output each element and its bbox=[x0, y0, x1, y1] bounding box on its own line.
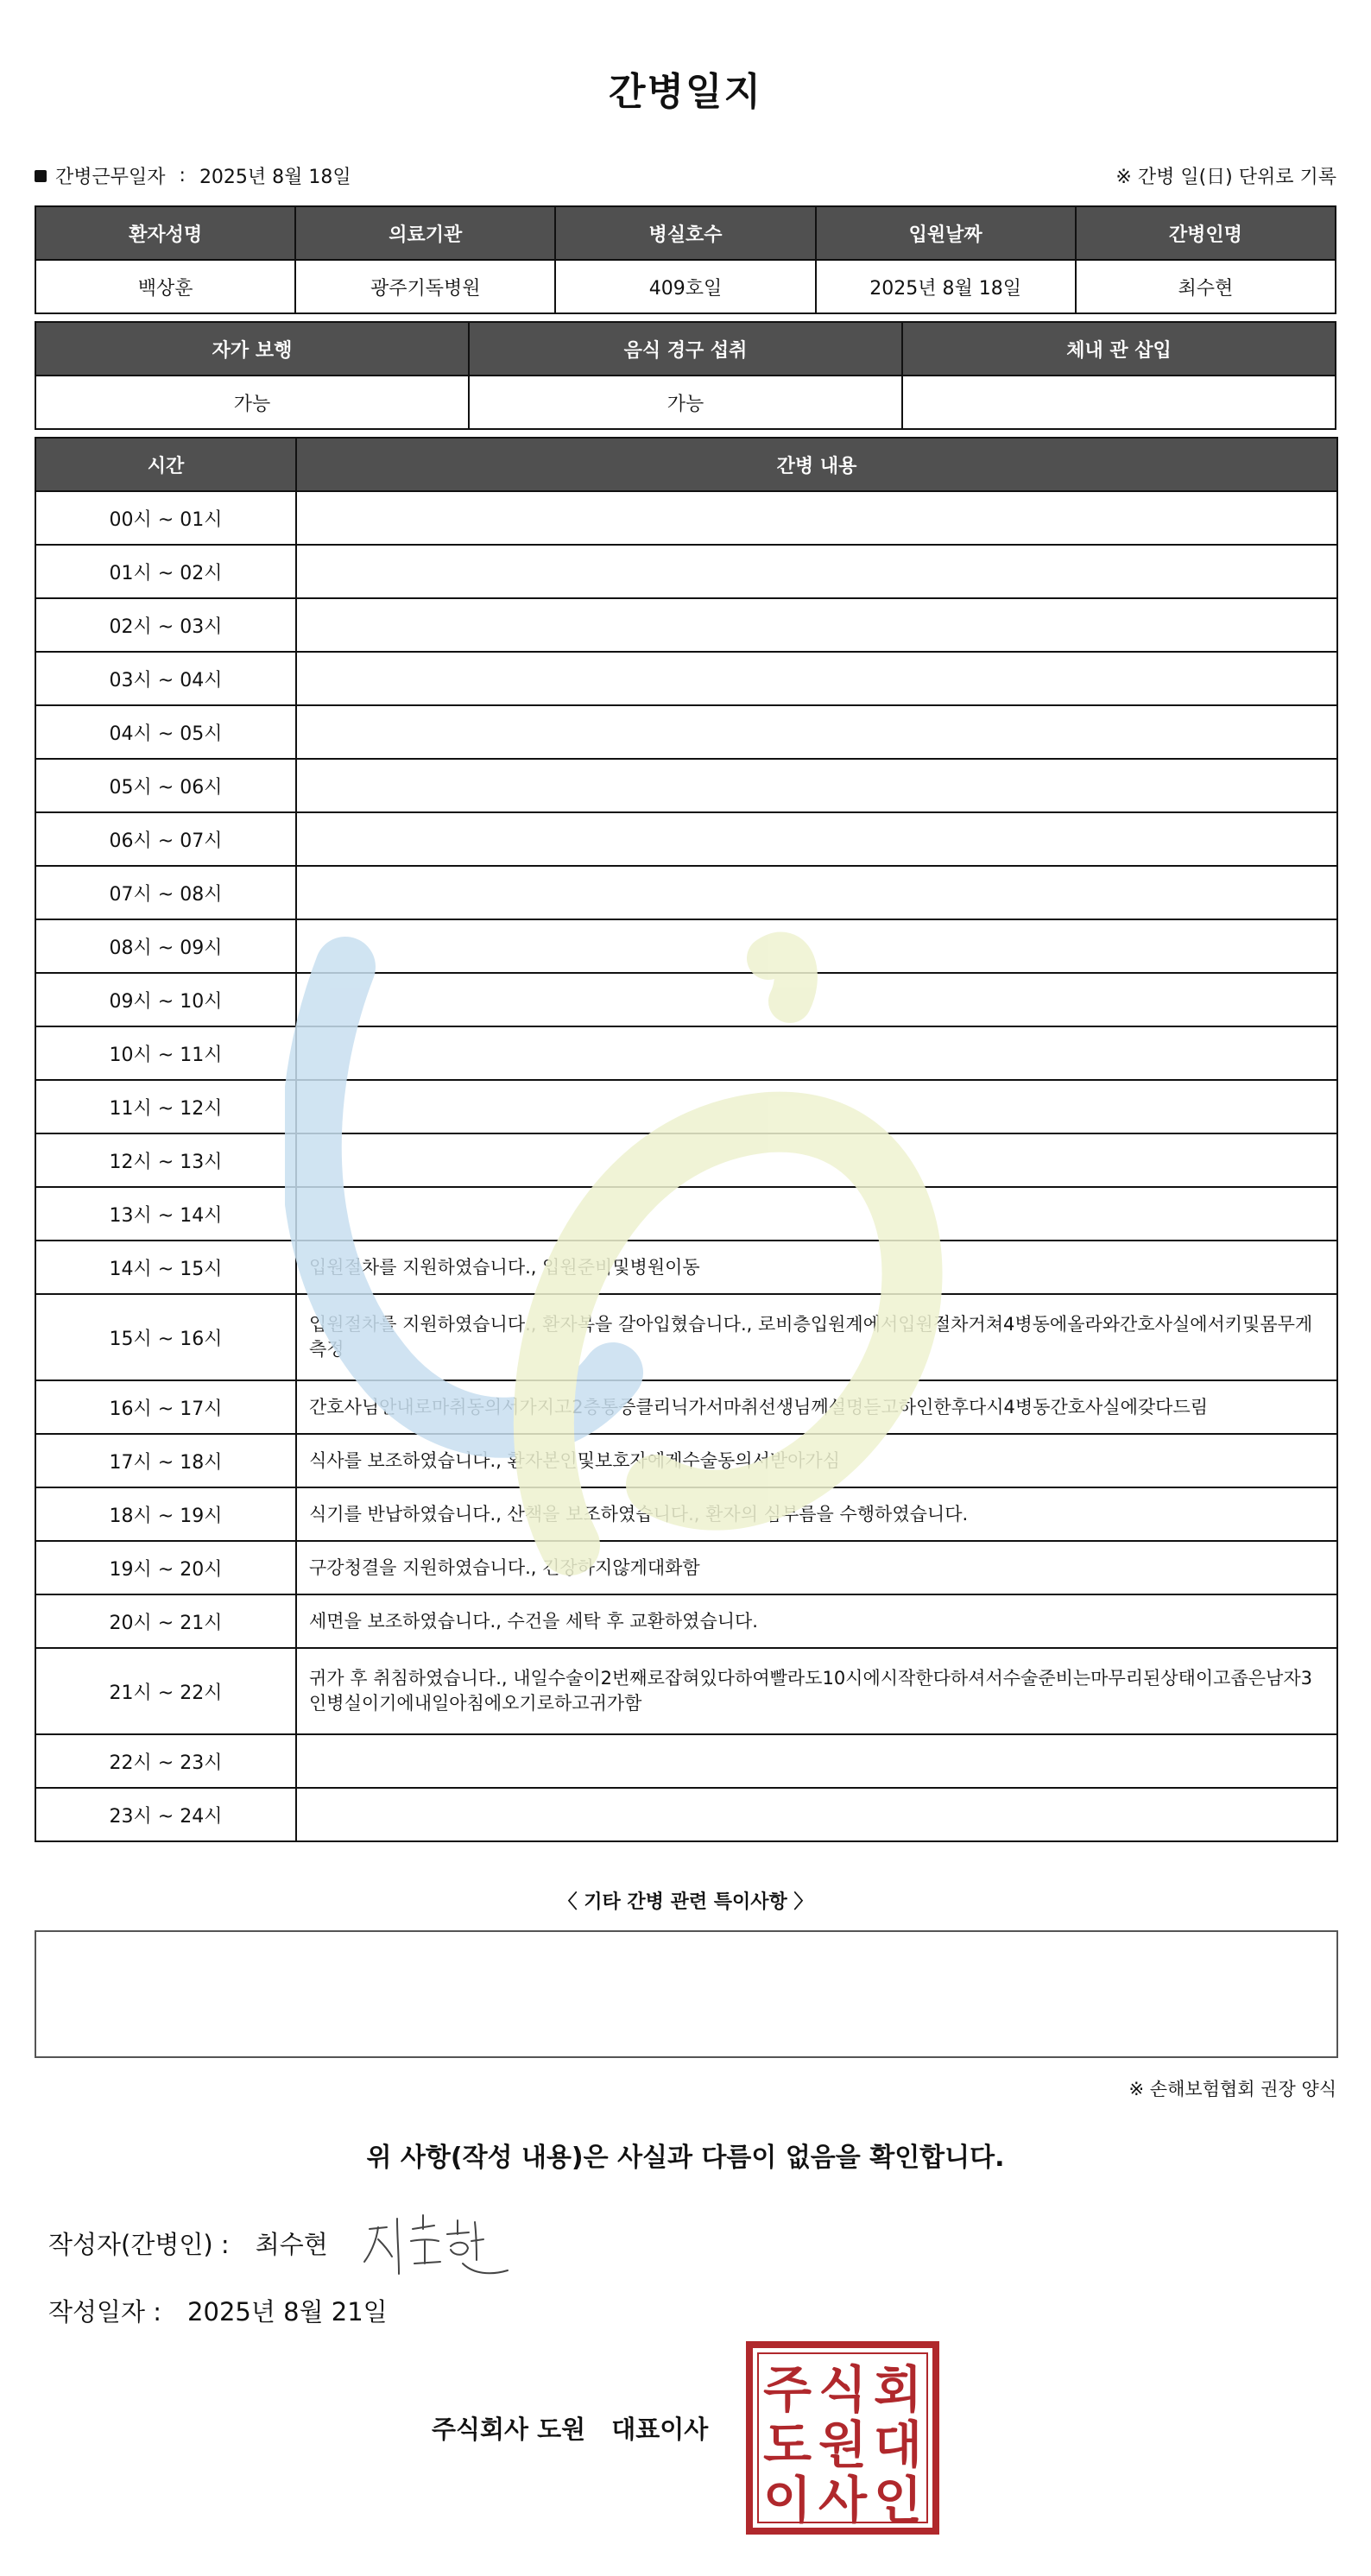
log-time-cell: 17시 ~ 18시 bbox=[35, 1434, 296, 1487]
log-row bbox=[35, 652, 1337, 705]
tube-value bbox=[902, 376, 1336, 429]
status-value-row bbox=[35, 376, 1336, 429]
log-content-cell bbox=[296, 1187, 1337, 1241]
writer-line bbox=[48, 2226, 328, 2261]
log-content-cell bbox=[296, 545, 1337, 598]
square-bullet-icon bbox=[35, 170, 47, 182]
log-time-cell: 18시 ~ 19시 bbox=[35, 1487, 296, 1541]
oral-intake-value: 가능 bbox=[469, 376, 902, 429]
header-admission-date: 입원날짜 bbox=[816, 206, 1076, 260]
log-content-cell bbox=[296, 1734, 1337, 1788]
svg-text:원: 원 bbox=[818, 2415, 868, 2474]
header-patient-name: 환자성명 bbox=[35, 206, 295, 260]
log-time-cell: 14시 ~ 15시 bbox=[35, 1241, 296, 1294]
log-content-cell bbox=[296, 866, 1337, 919]
header-hospital: 의료기관 bbox=[295, 206, 555, 260]
work-date-separator: : bbox=[179, 165, 186, 186]
walking-value: 가능 bbox=[35, 376, 469, 429]
patient-info-table bbox=[35, 205, 1336, 314]
header-walking: 자가 보행 bbox=[35, 322, 469, 376]
log-content-cell bbox=[296, 705, 1337, 759]
log-row bbox=[35, 1734, 1337, 1788]
confirm-statement: 위 사항(작성 내용)은 사실과 다름이 없음을 확인합니다. bbox=[366, 2143, 1005, 2173]
misc-notes-title: 〈 기타 간병 관련 특이사항 〉 bbox=[558, 1891, 813, 1913]
log-content-cell bbox=[296, 1788, 1337, 1841]
log-time-cell: 20시 ~ 21시 bbox=[35, 1594, 296, 1648]
patient-header-row bbox=[35, 206, 1336, 260]
svg-text:주: 주 bbox=[762, 2360, 812, 2419]
caregiver-name: 최수현 bbox=[1076, 260, 1336, 313]
log-content-cell: 식사를 보조하였습니다., 환자본인및보호자에게수술동의서받아가심 bbox=[296, 1434, 1337, 1487]
log-row bbox=[35, 812, 1337, 866]
document-title: 간병일지 bbox=[608, 70, 762, 114]
patient-status-table bbox=[35, 321, 1336, 430]
company-seal-icon bbox=[746, 2341, 939, 2535]
log-row bbox=[35, 1648, 1337, 1734]
log-content-cell: 입원절차를 지원하였습니다., 입원준비및병원이동 bbox=[296, 1241, 1337, 1294]
log-row bbox=[35, 1594, 1337, 1648]
log-content-cell bbox=[296, 759, 1337, 812]
log-time-cell: 11시 ~ 12시 bbox=[35, 1080, 296, 1133]
care-log-table bbox=[35, 437, 1338, 1842]
log-row bbox=[35, 1241, 1337, 1294]
log-content-cell: 귀가 후 취침하였습니다., 내일수술이2번째로잡혀있다하여빨라도10시에시작한다하셔서수술준비는마무리된상태이고좁은남자3인병실이기에내일아침에오기로하고귀가함 bbox=[296, 1648, 1337, 1734]
room-number: 409호일 bbox=[555, 260, 815, 313]
log-row bbox=[35, 705, 1337, 759]
svg-text:이: 이 bbox=[762, 2471, 812, 2529]
log-content-cell bbox=[296, 973, 1337, 1026]
log-time-cell: 03시 ~ 04시 bbox=[35, 652, 296, 705]
log-row bbox=[35, 866, 1337, 919]
log-row bbox=[35, 1133, 1337, 1187]
log-row bbox=[35, 1187, 1337, 1241]
unit-note: ※ 간병 일(日) 단위로 기록 bbox=[1115, 167, 1336, 188]
log-row bbox=[35, 598, 1337, 652]
handwritten-signature-icon bbox=[361, 2203, 516, 2281]
svg-text:도: 도 bbox=[762, 2415, 812, 2474]
log-row bbox=[35, 973, 1337, 1026]
log-row bbox=[35, 545, 1337, 598]
log-time-cell: 07시 ~ 08시 bbox=[35, 866, 296, 919]
log-content-cell bbox=[296, 598, 1337, 652]
log-content-cell: 세면을 보조하였습니다., 수건을 세탁 후 교환하였습니다. bbox=[296, 1594, 1337, 1648]
log-header-row bbox=[35, 438, 1337, 491]
header-room: 병실호수 bbox=[555, 206, 815, 260]
svg-text:인: 인 bbox=[873, 2471, 923, 2529]
recommend-note: ※ 손해보험협회 권장 양식 bbox=[1128, 2079, 1336, 2099]
log-time-cell: 12시 ~ 13시 bbox=[35, 1133, 296, 1187]
log-time-cell: 02시 ~ 03시 bbox=[35, 598, 296, 652]
status-header-row bbox=[35, 322, 1336, 376]
log-time-cell: 22시 ~ 23시 bbox=[35, 1734, 296, 1788]
log-time-cell: 00시 ~ 01시 bbox=[35, 491, 296, 545]
log-row bbox=[35, 919, 1337, 973]
misc-notes-box bbox=[35, 1930, 1338, 2058]
svg-text:대: 대 bbox=[873, 2415, 923, 2474]
log-row bbox=[35, 1541, 1337, 1594]
log-content-cell: 식기를 반납하였습니다., 산책을 보조하였습니다., 환자의 심부름을 수행하였습니다. bbox=[296, 1487, 1337, 1541]
log-time-cell: 13시 ~ 14시 bbox=[35, 1187, 296, 1241]
writer-name: 최수현 bbox=[255, 2230, 328, 2259]
write-date-label: 작성일자 : bbox=[48, 2297, 162, 2327]
work-date-label: 간병근무일자 bbox=[55, 167, 166, 188]
log-row bbox=[35, 1487, 1337, 1541]
log-content-cell: 간호사님안내로마취동의서가지고2층통증클리닉가서마취선생님께설명듣고하인한후다시4병동간호사실에갖다드림 bbox=[296, 1380, 1337, 1434]
work-date-value: 2025년 8월 18일 bbox=[199, 167, 351, 188]
log-content-cell bbox=[296, 919, 1337, 973]
admission-date: 2025년 8월 18일 bbox=[816, 260, 1076, 313]
header-caregiver: 간병인명 bbox=[1076, 206, 1336, 260]
log-time-cell: 08시 ~ 09시 bbox=[35, 919, 296, 973]
log-time-cell: 19시 ~ 20시 bbox=[35, 1541, 296, 1594]
log-content-cell: 구강청결을 지원하였습니다., 긴장하지않게대화함 bbox=[296, 1541, 1337, 1594]
log-content-cell bbox=[296, 812, 1337, 866]
write-date-value: 2025년 8월 21일 bbox=[187, 2297, 388, 2327]
log-time-cell: 23시 ~ 24시 bbox=[35, 1788, 296, 1841]
log-content-cell bbox=[296, 1026, 1337, 1080]
log-row bbox=[35, 759, 1337, 812]
log-time-cell: 04시 ~ 05시 bbox=[35, 705, 296, 759]
log-content-cell bbox=[296, 1133, 1337, 1187]
log-time-cell: 16시 ~ 17시 bbox=[35, 1380, 296, 1434]
log-content-cell bbox=[296, 652, 1337, 705]
log-row bbox=[35, 1080, 1337, 1133]
header-care-content: 간병 내용 bbox=[296, 438, 1337, 491]
log-time-cell: 10시 ~ 11시 bbox=[35, 1026, 296, 1080]
company-signoff bbox=[432, 2410, 708, 2446]
header-time: 시간 bbox=[35, 438, 296, 491]
log-time-cell: 09시 ~ 10시 bbox=[35, 973, 296, 1026]
log-time-cell: 01시 ~ 02시 bbox=[35, 545, 296, 598]
log-row bbox=[35, 491, 1337, 545]
log-row bbox=[35, 1380, 1337, 1434]
hospital-name: 광주기독병원 bbox=[295, 260, 555, 313]
log-row bbox=[35, 1434, 1337, 1487]
log-content-cell bbox=[296, 1080, 1337, 1133]
log-row bbox=[35, 1788, 1337, 1841]
log-time-cell: 21시 ~ 22시 bbox=[35, 1648, 296, 1734]
writer-label: 작성자(간병인) : bbox=[48, 2230, 230, 2259]
write-date-line bbox=[48, 2293, 388, 2328]
work-date-line bbox=[35, 162, 1336, 190]
company-title: 대표이사 bbox=[611, 2415, 709, 2444]
svg-text:사: 사 bbox=[818, 2471, 868, 2529]
log-row bbox=[35, 1026, 1337, 1080]
log-content-cell bbox=[296, 491, 1337, 545]
patient-value-row bbox=[35, 260, 1336, 313]
log-row bbox=[35, 1294, 1337, 1380]
company-name: 주식회사 도원 bbox=[432, 2415, 586, 2444]
svg-text:식: 식 bbox=[818, 2360, 868, 2419]
header-oral-intake: 음식 경구 섭취 bbox=[469, 322, 902, 376]
header-tube: 체내 관 삽입 bbox=[902, 322, 1336, 376]
svg-text:회: 회 bbox=[873, 2360, 923, 2419]
patient-name: 백상훈 bbox=[35, 260, 295, 313]
log-time-cell: 05시 ~ 06시 bbox=[35, 759, 296, 812]
log-time-cell: 15시 ~ 16시 bbox=[35, 1294, 296, 1380]
log-content-cell: 입원절차를 지원하였습니다., 환자복을 갈아입혔습니다., 로비층입원계에서입원절차거쳐4병동에올라와간호사실에서키및몸무게측정 bbox=[296, 1294, 1337, 1380]
log-time-cell: 06시 ~ 07시 bbox=[35, 812, 296, 866]
